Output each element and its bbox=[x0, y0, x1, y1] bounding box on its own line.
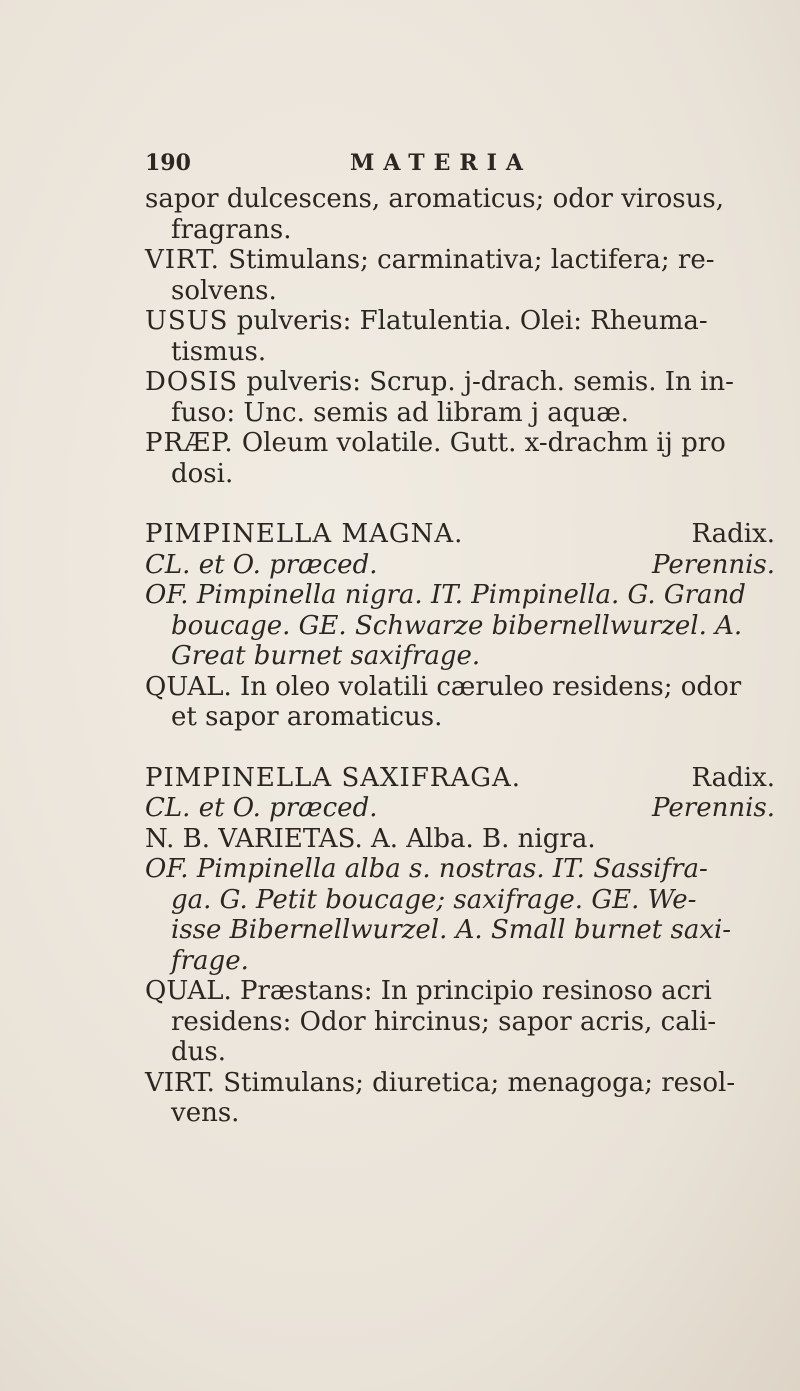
text-line: QUAL. Præstans: In principio resinoso acri bbox=[145, 976, 712, 1006]
text-line: Great burnet saxifrage. bbox=[171, 641, 481, 671]
spacer bbox=[145, 489, 775, 519]
entry-text: Oleum volatile. Gutt. x-drachm ij pro bbox=[241, 428, 726, 458]
text-line: N. B. VARIETAS. A. Alba. B. nigra. bbox=[145, 823, 596, 854]
text-line: tismus. bbox=[171, 336, 267, 367]
text-line: dus. bbox=[171, 1037, 226, 1067]
text-line: solvens. bbox=[171, 275, 277, 306]
running-title: MATERIA bbox=[350, 150, 533, 176]
text-line: isse Bibernellwurzel. A. Small burnet saxi- bbox=[171, 915, 732, 945]
section-perennis: Perennis. bbox=[652, 793, 775, 823]
text-line: fuso: Unc. semis ad libram j aquæ. bbox=[171, 397, 629, 428]
entry-label: USUS bbox=[145, 306, 229, 336]
spacer bbox=[145, 733, 775, 763]
page-number: 190 bbox=[145, 150, 191, 176]
section-perennis: Perennis. bbox=[652, 549, 775, 580]
text-line: et sapor aromaticus. bbox=[171, 702, 443, 732]
text-line bbox=[145, 367, 775, 398]
entry-label: DOSIS bbox=[145, 367, 239, 397]
section-class-line bbox=[145, 793, 775, 824]
section-title-line bbox=[145, 519, 775, 550]
text-line: OF. Pimpinella nigra. IT. Pimpinella. G. Grand bbox=[145, 580, 746, 610]
section-class-line bbox=[145, 550, 775, 581]
text-line: VIRT. Stimulans; diuretica; menagoga; resol- bbox=[145, 1067, 736, 1098]
text-line bbox=[145, 306, 775, 337]
entry-text: pulveris: Flatulentia. Olei: Rheuma- bbox=[236, 306, 708, 336]
text-line: vens. bbox=[171, 1098, 240, 1128]
page-header bbox=[145, 150, 775, 184]
entry-text: Stimulans; carminativa; lactifera; re- bbox=[228, 245, 715, 275]
text-line bbox=[145, 245, 775, 276]
entry-label: PRÆP. bbox=[145, 428, 234, 458]
text-line bbox=[145, 428, 775, 459]
entry-text: pulveris: Scrup. j-drach. semis. In in- bbox=[246, 367, 734, 397]
section-class: CL. et O. præced. bbox=[145, 549, 378, 580]
entry-label: VIRT. bbox=[145, 245, 220, 275]
text-line: residens: Odor hircinus; sapor acris, cali- bbox=[171, 1006, 717, 1037]
text-line: fragrans. bbox=[171, 214, 292, 245]
page-content bbox=[145, 150, 775, 1129]
text-line: QUAL. In oleo volatili cæruleo residens; odor bbox=[145, 671, 742, 702]
section-title: PIMPINELLA MAGNA. bbox=[145, 519, 464, 549]
text-line: ga. G. Petit boucage; saxifrage. GE. We- bbox=[171, 884, 697, 915]
text-line: boucage. GE. Schwarze bibernellwurzel. A. bbox=[171, 610, 743, 641]
section-class: CL. et O. præced. bbox=[145, 793, 378, 823]
section-radix: Radix. bbox=[691, 762, 775, 793]
text-line: sapor dulcescens, aromaticus; odor virosus, bbox=[145, 184, 724, 214]
section-title-line bbox=[145, 763, 775, 794]
section-radix: Radix. bbox=[691, 519, 775, 549]
text-line: frage. bbox=[171, 945, 249, 976]
text-line: dosi. bbox=[171, 458, 234, 489]
text-line: OF. Pimpinella alba s. nostras. IT. Sassifra- bbox=[145, 854, 708, 884]
section-title: PIMPINELLA SAXIFRAGA. bbox=[145, 762, 522, 793]
